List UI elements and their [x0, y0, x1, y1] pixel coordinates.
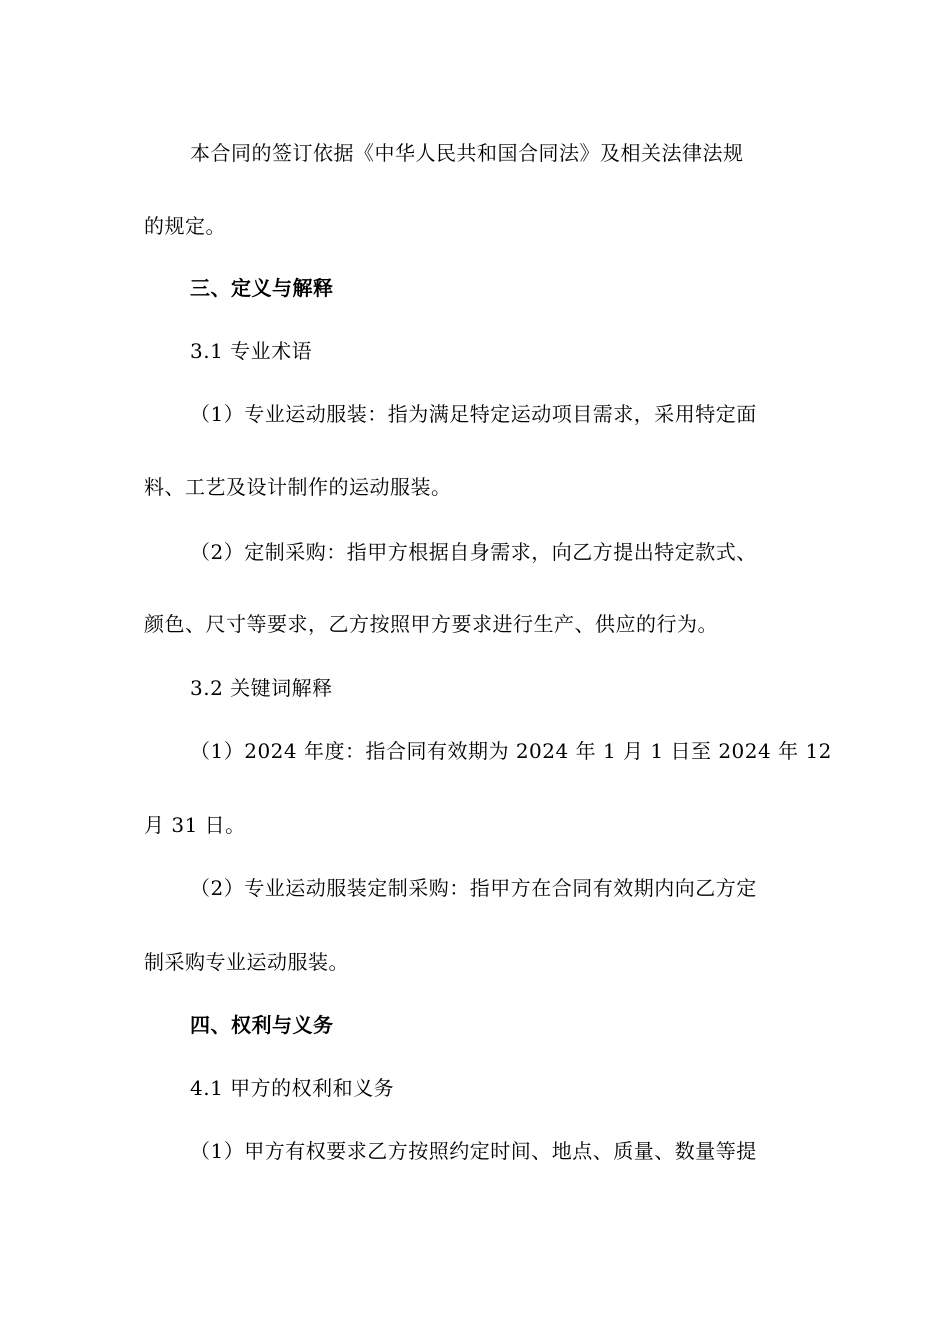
- paragraph-line: （1）2024 年度：指合同有效期为 2024 年 1 月 1 日至 2024 年 12: [190, 739, 832, 763]
- paragraph-line: 本合同的签订依据《中华人民共和国合同法》及相关法律法规: [190, 141, 744, 165]
- paragraph-line: （1）专业运动服装：指为满足特定运动项目需求，采用特定面: [190, 402, 757, 426]
- paragraph-line: 月 31 日。: [144, 813, 246, 837]
- section-heading: 三、定义与解释: [190, 276, 334, 300]
- section-heading: 四、权利与义务: [190, 1013, 334, 1037]
- paragraph-line: （2）定制采购：指甲方根据自身需求，向乙方提出特定款式、: [190, 540, 757, 564]
- paragraph-line: 料、工艺及设计制作的运动服装。: [144, 475, 452, 499]
- paragraph-line: 的规定。: [144, 214, 226, 238]
- paragraph-line: （2）专业运动服装定制采购：指甲方在合同有效期内向乙方定: [190, 876, 757, 900]
- subsection-heading: 3.1 专业术语: [190, 339, 313, 363]
- paragraph-line: （1）甲方有权要求乙方按照约定时间、地点、质量、数量等提: [190, 1139, 757, 1163]
- paragraph-line: 制采购专业运动服装。: [144, 950, 349, 974]
- paragraph-line: 颜色、尺寸等要求，乙方按照甲方要求进行生产、供应的行为。: [144, 612, 718, 636]
- subsection-heading: 3.2 关键词解释: [190, 676, 333, 700]
- subsection-heading: 4.1 甲方的权利和义务: [190, 1076, 395, 1100]
